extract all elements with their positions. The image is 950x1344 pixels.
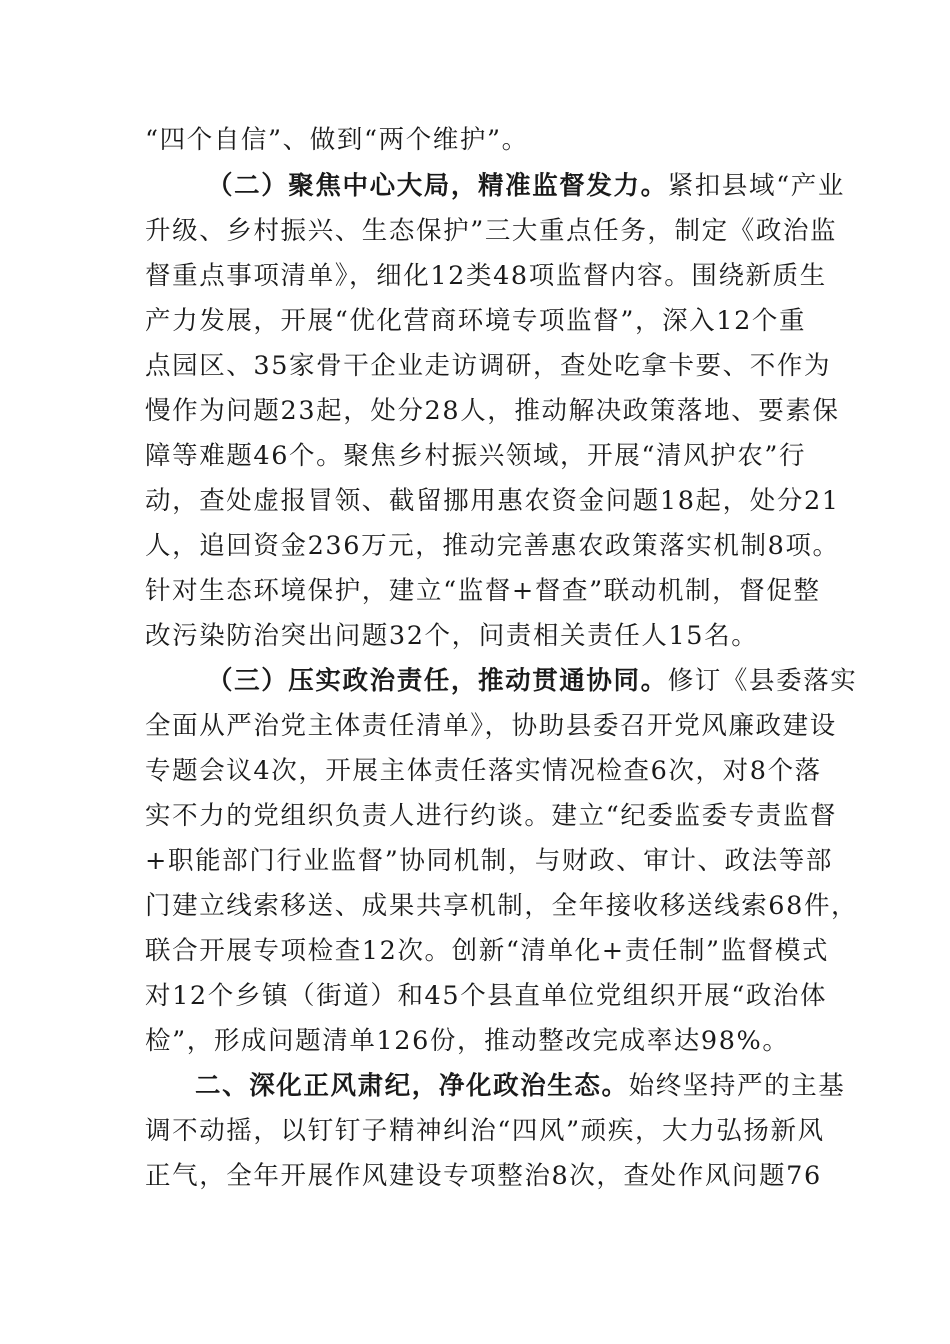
text-line: 实不力的党组织负责人进行约谈。建立“纪委监委专责监督 (145, 801, 838, 831)
text-line: 调不动摇，以钉钉子精神纠治“四风”顽疾，大力弘扬新风 (145, 1116, 825, 1146)
text-line: 联合开展专项检查12次。创新“清单化+责任制”监督模式 (145, 936, 830, 966)
text-line: 改污染防治突出问题32个，问责相关责任人15名。 (145, 621, 759, 651)
text-line: 正气，全年开展作风建设专项整治8次，查处作风问题76 (145, 1161, 822, 1191)
text-line: 专题会议4次，开展主体责任落实情况检查6次，对8个落 (145, 756, 822, 786)
text-line: 障等难题46个。聚焦乡村振兴领域，开展“清风护农”行 (145, 441, 807, 471)
text-line: 慢作为问题23起，处分28人，推动解决政策落地、要素保 (145, 396, 840, 426)
text-line: 门建立线索移送、成果共享机制，全年接收移送线索68件， (145, 891, 859, 921)
text-line: 动，查处虚报冒领、截留挪用惠农资金问题18起，处分21 (145, 486, 840, 516)
text-line: 全面从严治党主体责任清单》，协助县委召开党风廉政建设 (145, 711, 837, 741)
text-line: 针对生态环境保护，建立“监督+督查”联动机制，督促整 (145, 576, 821, 606)
text-line: 对12个乡镇（街道）和45个县直单位党组织开展“政治体 (145, 981, 828, 1011)
text-line: 升级、乡村振兴、生态保护”三大重点任务，制定《政治监 (145, 216, 838, 246)
text-line: 人，追回资金236万元，推动完善惠农政策落实机制8项。 (145, 531, 840, 561)
text-line: 检”，形成问题清单126份，推动整改完成率达98%。 (145, 1026, 790, 1056)
section-heading-3: （三）压实政治责任，推动贯通协同。修订《县委落实 (207, 666, 858, 696)
text-line: +职能部门行业监督”协同机制，与财政、审计、政法等部 (145, 846, 834, 876)
text-line: “四个自信”、做到“两个维护”。 (145, 125, 529, 155)
section-heading-2: （二）聚焦中心大局，精准监督发力。紧扣县域“产业 (207, 171, 845, 201)
chapter-heading-2: 二、深化正风肃纪，净化政治生态。始终坚持严的主基 (195, 1071, 846, 1101)
text-line: 产力发展，开展“优化营商环境专项监督”，深入12个重 (145, 306, 807, 336)
text-line: 点园区、35家骨干企业走访调研，查处吃拿卡要、不作为 (145, 351, 832, 381)
text-line: 督重点事项清单》，细化12类48项监督内容。围绕新质生 (145, 261, 827, 291)
